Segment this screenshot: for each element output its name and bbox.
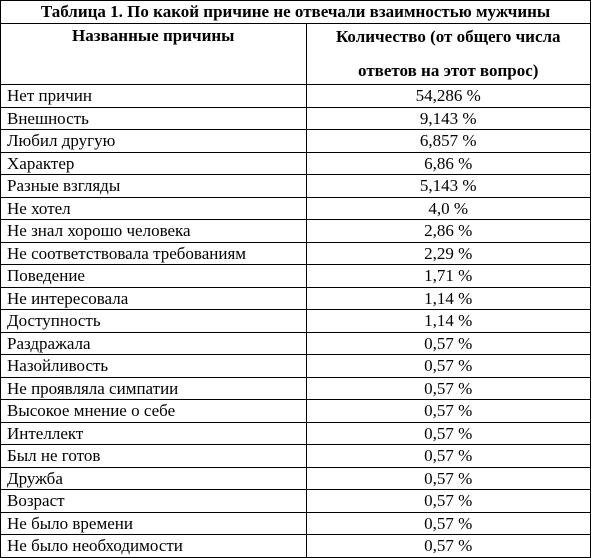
reason-cell: Дружба (1, 467, 306, 490)
reason-cell: Разные взгляды (1, 175, 306, 198)
reason-cell: Высокое мнение о себе (1, 400, 306, 423)
percentage-cell: 1,14 % (306, 310, 590, 333)
reason-cell: Возраст (1, 490, 306, 513)
table-row (1, 220, 590, 243)
table-row (1, 287, 590, 310)
table-row (1, 445, 590, 468)
table-row (1, 310, 590, 333)
percentage-cell: 6,857 % (306, 130, 590, 153)
reason-cell: Не проявляла симпатии (1, 377, 306, 400)
percentage-cell: 4,0 % (306, 197, 590, 220)
table-row (1, 107, 590, 130)
percentage-cell: 0,57 % (306, 355, 590, 378)
reason-cell: Не было необходимости (1, 535, 306, 558)
percentage-cell: 0,57 % (306, 535, 590, 558)
reason-cell: Характер (1, 152, 306, 175)
reason-cell: Внешность (1, 107, 306, 130)
header-count-line2: ответов на этот вопрос) (358, 61, 539, 80)
percentage-cell: 54,286 % (306, 85, 590, 108)
table-row (1, 400, 590, 423)
table-header-row (1, 24, 590, 85)
percentage-cell: 9,143 % (306, 107, 590, 130)
reason-cell: Не интересовала (1, 287, 306, 310)
percentage-cell: 2,86 % (306, 220, 590, 243)
reason-cell: Нет причин (1, 85, 306, 108)
table-row (1, 422, 590, 445)
percentage-cell: 0,57 % (306, 377, 590, 400)
percentage-cell: 6,86 % (306, 152, 590, 175)
table-row (1, 512, 590, 535)
reason-cell: Интеллект (1, 422, 306, 445)
percentage-cell: 0,57 % (306, 400, 590, 423)
percentage-cell: 0,57 % (306, 467, 590, 490)
percentage-cell: 2,29 % (306, 242, 590, 265)
reason-cell: Доступность (1, 310, 306, 333)
reason-cell: Не знал хорошо человека (1, 220, 306, 243)
table-row (1, 175, 590, 198)
percentage-cell: 0,57 % (306, 332, 590, 355)
table-row (1, 152, 590, 175)
reason-cell: Поведение (1, 265, 306, 288)
percentage-cell: 0,57 % (306, 512, 590, 535)
table-row (1, 490, 590, 513)
table-row (1, 355, 590, 378)
reasons-table (1, 24, 590, 558)
table-row (1, 535, 590, 558)
percentage-cell: 5,143 % (306, 175, 590, 198)
reason-cell: Раздражала (1, 332, 306, 355)
reason-cell: Не соответствовала требованиям (1, 242, 306, 265)
percentage-cell: 0,57 % (306, 490, 590, 513)
reason-cell: Был не готов (1, 445, 306, 468)
table-row (1, 467, 590, 490)
table-row (1, 85, 590, 108)
header-count (306, 24, 590, 85)
percentage-cell: 1,71 % (306, 265, 590, 288)
percentage-cell: 1,14 % (306, 287, 590, 310)
table-title: Таблица 1. По какой причине не отвечали взаимностью мужчины (1, 1, 590, 24)
table-row (1, 242, 590, 265)
percentage-cell: 0,57 % (306, 422, 590, 445)
reason-cell: Назойливость (1, 355, 306, 378)
table-row (1, 332, 590, 355)
header-reason: Названные причины (1, 24, 306, 85)
reason-cell: Не было времени (1, 512, 306, 535)
percentage-cell: 0,57 % (306, 445, 590, 468)
reason-cell: Любил другую (1, 130, 306, 153)
table-row (1, 130, 590, 153)
header-count-line1: Количество (от общего числа (335, 27, 561, 46)
table-row (1, 265, 590, 288)
reason-cell: Не хотел (1, 197, 306, 220)
table-row (1, 377, 590, 400)
table-row (1, 197, 590, 220)
